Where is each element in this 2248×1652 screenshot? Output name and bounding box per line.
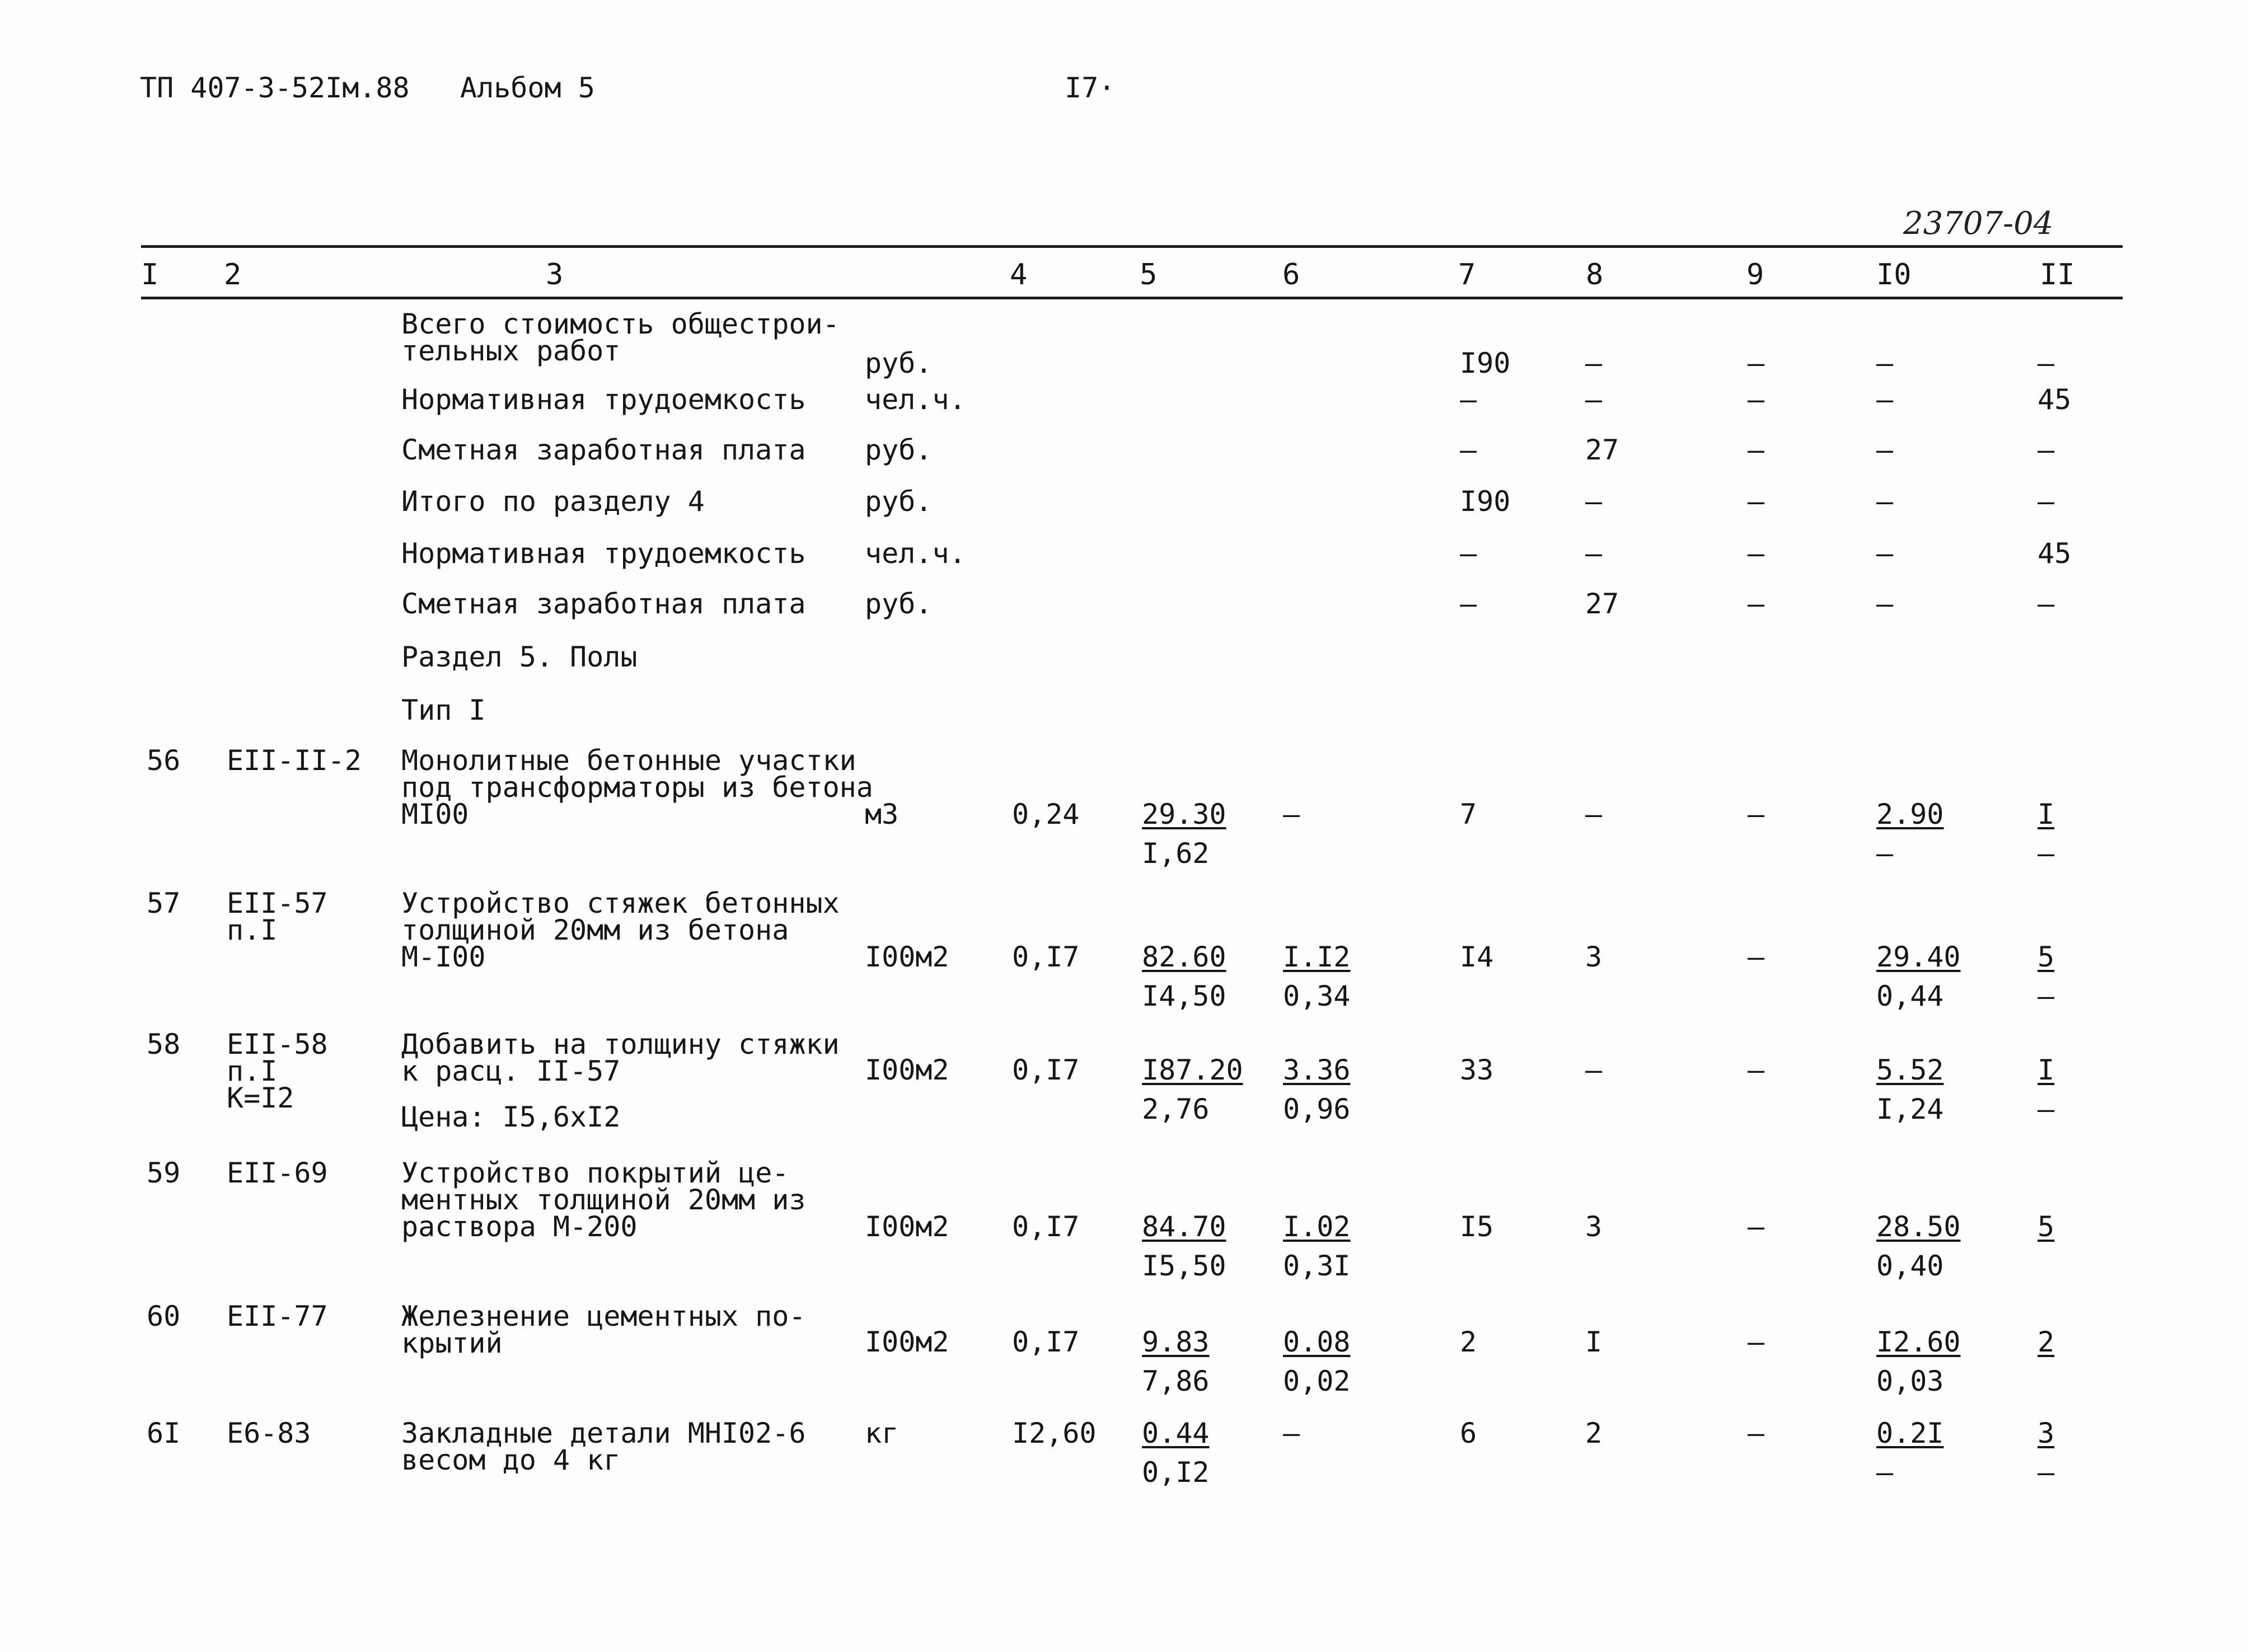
unit-price-total: 29.30 bbox=[1142, 798, 1226, 830]
quantity: 0,24 bbox=[1012, 798, 1080, 830]
unit-price-wages: 7,86 bbox=[1142, 1365, 1210, 1397]
work-description: Закладные детали МНI02-6 весом до 4 кг bbox=[401, 1417, 806, 1476]
unit-price-machines: I.02 bbox=[1283, 1210, 1351, 1243]
work-description: Раздел 5. Полы bbox=[401, 641, 638, 673]
machinist-labor-per-unit: I,24 bbox=[1876, 1093, 1944, 1125]
row-number: 58 bbox=[147, 1028, 181, 1060]
total-wages: I bbox=[1585, 1326, 1603, 1358]
work-description: Монолитные бетонные участки под трансформаторы из бетона MI00 bbox=[401, 744, 873, 830]
work-description: Устройство стяжек бетонных толщиной 20мм из бетона М-I00 bbox=[401, 887, 840, 973]
total-wages: 27 bbox=[1585, 588, 1619, 620]
total-wages: 3 bbox=[1585, 1210, 1603, 1243]
total-machines: – bbox=[1748, 383, 1765, 416]
labor-total: 5 bbox=[2038, 1210, 2055, 1243]
archive-stamp: 23707-04 bbox=[1903, 205, 2054, 242]
labor-total: 5 bbox=[2038, 941, 2055, 973]
unit-price-wages: I,62 bbox=[1142, 837, 1210, 870]
col-number-3: 3 bbox=[546, 258, 564, 292]
machinist-labor-total: – bbox=[2038, 1456, 2055, 1489]
machinist-labor-per-unit: 0,03 bbox=[1876, 1365, 1944, 1397]
unit-price-machines: I.I2 bbox=[1283, 941, 1351, 973]
unit-of-measure: чел.ч. bbox=[865, 537, 966, 570]
quantity: 0,I7 bbox=[1012, 1054, 1080, 1086]
work-description: Железнение цементных по- крытий bbox=[401, 1300, 806, 1359]
total-machines: – bbox=[1748, 347, 1765, 379]
total-cost: – bbox=[1460, 537, 1477, 570]
row-number: 59 bbox=[147, 1157, 181, 1189]
unit-price-total: 82.60 bbox=[1142, 941, 1226, 973]
work-description: Всего стоимость общестрои- тельных работ bbox=[401, 308, 840, 367]
table-top-rule bbox=[141, 245, 2123, 248]
row-number: 56 bbox=[147, 744, 181, 777]
work-description: Нормативная трудоемкость bbox=[401, 383, 806, 416]
work-description: Сметная заработная плата bbox=[401, 588, 806, 620]
row-number: 60 bbox=[147, 1300, 181, 1332]
page-number: I7· bbox=[1065, 72, 1116, 104]
unit-price-machines: 3.36 bbox=[1283, 1054, 1351, 1086]
work-description: Сметная заработная плата bbox=[401, 434, 806, 466]
labor-total: I bbox=[2038, 798, 2055, 830]
unit-price-machine-wages: 0,96 bbox=[1283, 1093, 1351, 1125]
unit-price-total: 84.70 bbox=[1142, 1210, 1226, 1243]
total-cost: 33 bbox=[1460, 1054, 1494, 1086]
unit-of-measure: м3 bbox=[865, 798, 899, 830]
unit-of-measure: руб. bbox=[865, 434, 933, 466]
col-number-1: I bbox=[141, 258, 159, 292]
quantity: I2,60 bbox=[1012, 1417, 1097, 1449]
quantity: 0,I7 bbox=[1012, 941, 1080, 973]
unit-price-machines: – bbox=[1283, 1417, 1300, 1449]
labor-total: – bbox=[2038, 434, 2055, 466]
total-machines: – bbox=[1748, 941, 1765, 973]
unit-of-measure: руб. bbox=[865, 347, 933, 379]
labor-per-unit: 5.52 bbox=[1876, 1054, 1944, 1086]
rate-code: EII-57 п.I bbox=[227, 887, 328, 946]
quantity: 0,I7 bbox=[1012, 1210, 1080, 1243]
labor-total: 45 bbox=[2038, 537, 2072, 570]
total-machines: – bbox=[1748, 588, 1765, 620]
machinist-labor-total: – bbox=[2038, 837, 2055, 870]
total-machines: – bbox=[1748, 485, 1765, 518]
col-number-4: 4 bbox=[1010, 258, 1028, 292]
unit-of-measure: кг bbox=[865, 1417, 899, 1449]
total-cost: 6 bbox=[1460, 1417, 1477, 1449]
col-number-9: 9 bbox=[1746, 258, 1764, 292]
labor-per-unit: – bbox=[1876, 537, 1894, 570]
total-cost: – bbox=[1460, 434, 1477, 466]
unit-price-wages: 2,76 bbox=[1142, 1093, 1210, 1125]
total-wages: 3 bbox=[1585, 941, 1603, 973]
labor-per-unit: I2.60 bbox=[1876, 1326, 1961, 1358]
labor-per-unit: – bbox=[1876, 347, 1894, 379]
unit-price-total: 0.44 bbox=[1142, 1417, 1210, 1449]
machinist-labor-total: – bbox=[2038, 1093, 2055, 1125]
total-wages: – bbox=[1585, 537, 1603, 570]
unit-price-machine-wages: 0,34 bbox=[1283, 980, 1351, 1012]
unit-of-measure: руб. bbox=[865, 588, 933, 620]
total-machines: – bbox=[1748, 1054, 1765, 1086]
unit-price-machine-wages: 0,02 bbox=[1283, 1365, 1351, 1397]
total-machines: – bbox=[1748, 1326, 1765, 1358]
unit-price-machines: – bbox=[1283, 798, 1300, 830]
labor-per-unit: – bbox=[1876, 383, 1894, 416]
total-cost: I5 bbox=[1460, 1210, 1494, 1243]
col-number-2: 2 bbox=[224, 258, 242, 292]
work-description: Тип I bbox=[401, 694, 486, 726]
unit-price-wages: 0,I2 bbox=[1142, 1456, 1210, 1489]
rate-code: EII-58 п.I К=I2 bbox=[227, 1028, 328, 1114]
album-label: Альбом 5 bbox=[460, 72, 595, 104]
total-cost: – bbox=[1460, 588, 1477, 620]
price-note: Цена: I5,6хI2 bbox=[401, 1101, 621, 1133]
rate-code: EII-77 bbox=[227, 1300, 328, 1332]
col-number-10: I0 bbox=[1876, 258, 1912, 292]
total-cost: 2 bbox=[1460, 1326, 1477, 1358]
labor-total: – bbox=[2038, 588, 2055, 620]
total-wages: – bbox=[1585, 383, 1603, 416]
labor-per-unit: 0.2I bbox=[1876, 1417, 1944, 1449]
work-description: Итого по разделу 4 bbox=[401, 485, 705, 518]
col-number-5: 5 bbox=[1140, 258, 1158, 292]
total-machines: – bbox=[1748, 1417, 1765, 1449]
unit-price-total: I87.20 bbox=[1142, 1054, 1243, 1086]
table-header-rule bbox=[141, 297, 2123, 299]
row-number: 6I bbox=[147, 1417, 181, 1449]
col-number-8: 8 bbox=[1586, 258, 1604, 292]
unit-price-wages: I5,50 bbox=[1142, 1250, 1226, 1282]
total-cost: – bbox=[1460, 383, 1477, 416]
total-wages: – bbox=[1585, 798, 1603, 830]
work-description: Добавить на толщину стяжки к расц. II-57 bbox=[401, 1028, 840, 1087]
unit-of-measure: I00м2 bbox=[865, 1210, 949, 1243]
total-machines: – bbox=[1748, 798, 1765, 830]
labor-per-unit: 2.90 bbox=[1876, 798, 1944, 830]
unit-of-measure: чел.ч. bbox=[865, 383, 966, 416]
total-machines: – bbox=[1748, 1210, 1765, 1243]
rate-code: E6-83 bbox=[227, 1417, 311, 1449]
unit-of-measure: руб. bbox=[865, 485, 933, 518]
total-cost: I90 bbox=[1460, 485, 1511, 518]
machinist-labor-per-unit: 0,44 bbox=[1876, 980, 1944, 1012]
labor-total: 2 bbox=[2038, 1326, 2055, 1358]
unit-price-machine-wages: 0,3I bbox=[1283, 1250, 1351, 1282]
col-number-6: 6 bbox=[1282, 258, 1300, 292]
labor-per-unit: 28.50 bbox=[1876, 1210, 1961, 1243]
labor-per-unit: – bbox=[1876, 485, 1894, 518]
total-cost: I90 bbox=[1460, 347, 1511, 379]
unit-of-measure: I00м2 bbox=[865, 941, 949, 973]
labor-total: 3 bbox=[2038, 1417, 2055, 1449]
col-number-11: II bbox=[2040, 258, 2075, 292]
unit-price-wages: I4,50 bbox=[1142, 980, 1226, 1012]
labor-total: I bbox=[2038, 1054, 2055, 1086]
total-cost: 7 bbox=[1460, 798, 1477, 830]
quantity: 0,I7 bbox=[1012, 1326, 1080, 1358]
rate-code: EII-69 bbox=[227, 1157, 328, 1189]
unit-of-measure: I00м2 bbox=[865, 1054, 949, 1086]
col-number-7: 7 bbox=[1458, 258, 1476, 292]
machinist-labor-per-unit: – bbox=[1876, 1456, 1894, 1489]
document-code: ТП 407-3-52Iм.88 bbox=[140, 72, 410, 104]
total-cost: I4 bbox=[1460, 941, 1494, 973]
labor-total: – bbox=[2038, 485, 2055, 518]
machinist-labor-per-unit: 0,40 bbox=[1876, 1250, 1944, 1282]
labor-per-unit: – bbox=[1876, 434, 1894, 466]
total-wages: – bbox=[1585, 1054, 1603, 1086]
total-wages: 2 bbox=[1585, 1417, 1603, 1449]
machinist-labor-per-unit: – bbox=[1876, 837, 1894, 870]
work-description: Устройство покрытий це- ментных толщиной 20мм из раствора М-200 bbox=[401, 1157, 806, 1243]
total-machines: – bbox=[1748, 434, 1765, 466]
labor-total: – bbox=[2038, 347, 2055, 379]
total-wages: – bbox=[1585, 347, 1603, 379]
labor-per-unit: – bbox=[1876, 588, 1894, 620]
total-wages: – bbox=[1585, 485, 1603, 518]
unit-price-machines: 0.08 bbox=[1283, 1326, 1351, 1358]
unit-price-total: 9.83 bbox=[1142, 1326, 1210, 1358]
unit-of-measure: I00м2 bbox=[865, 1326, 949, 1358]
labor-total: 45 bbox=[2038, 383, 2072, 416]
row-number: 57 bbox=[147, 887, 181, 919]
labor-per-unit: 29.40 bbox=[1876, 941, 1961, 973]
machinist-labor-total: – bbox=[2038, 980, 2055, 1012]
total-machines: – bbox=[1748, 537, 1765, 570]
rate-code: EII-II-2 bbox=[227, 744, 362, 777]
work-description: Нормативная трудоемкость bbox=[401, 537, 806, 570]
total-wages: 27 bbox=[1585, 434, 1619, 466]
